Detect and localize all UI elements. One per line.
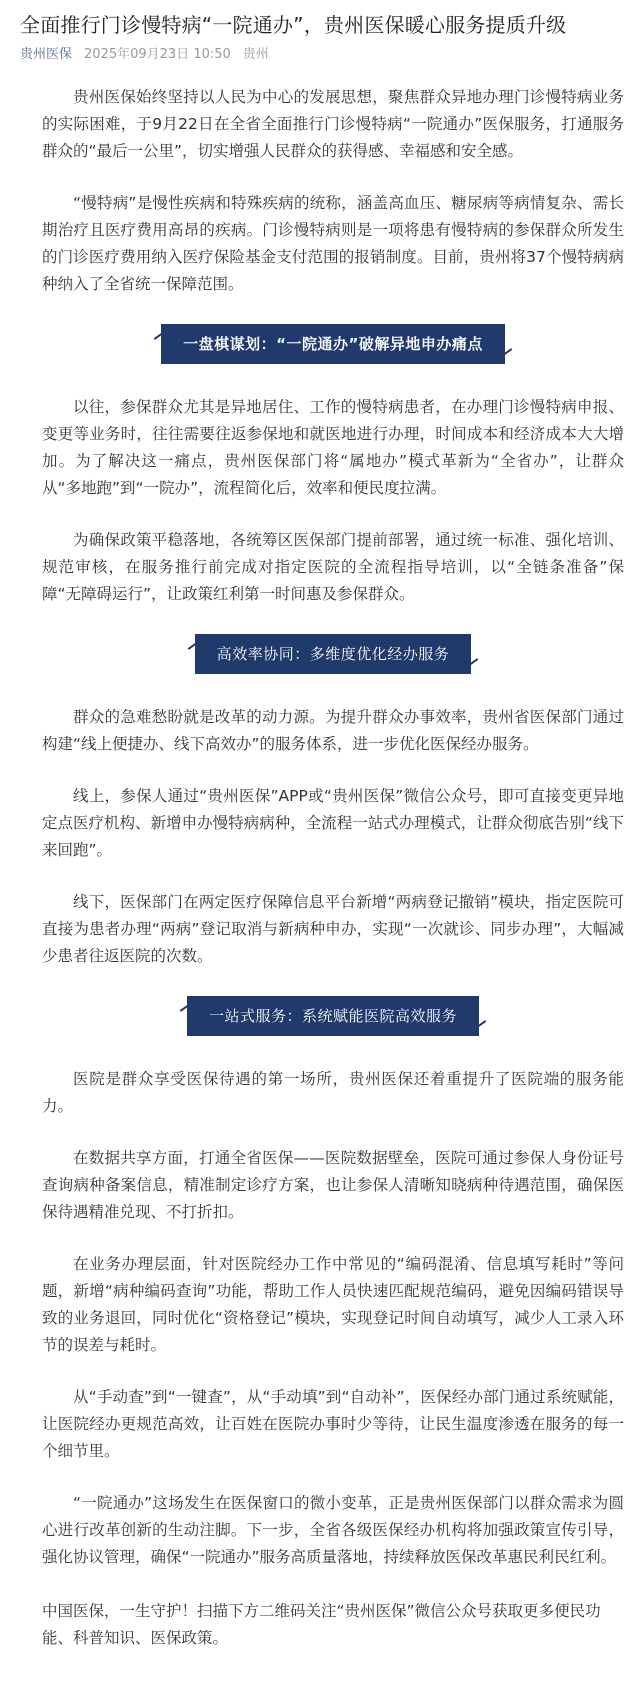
section-heading bbox=[42, 634, 624, 674]
paragraph: 线上，参保人通过“贵州医保”APP或“贵州医保”微信公众号，即可直接变更异地定点医疗机构、新增申办慢特病病种，全流程一站式办理模式，让群众彻底告别“线下来回跑”。 bbox=[42, 787, 624, 859]
banner-corner-decoration bbox=[500, 348, 513, 358]
section-heading bbox=[42, 324, 624, 364]
article-title: 全面推行门诊慢特病“一院通办”，贵州医保暖心服务提质升级 bbox=[20, 13, 567, 37]
paragraph: 以往，参保群众尤其是异地居住、工作的慢特病患者，在办理门诊慢特病申报、变更等业务时，往往需要往返参保地和就医地进行办理，时间成本和经济成本大大增加。为了解决这一痛点，贵州医保部门将“属地办”模式革新为“全省办”，让群众从“多地跑”到“一院办”，流程简化后，效率和便民度拉满。 bbox=[42, 398, 624, 497]
publish-location: 贵州 bbox=[242, 47, 269, 62]
paragraph: 线下，医保部门在两定医疗保障信息平台新增“两病登记撤销”模块，指定医院可直接为患者办理“两病”登记取消与新病种申办，实现“一次就诊、同步办理”，大幅减少患者往返医院的次数。 bbox=[42, 893, 624, 965]
footer-note: 中国医保，一生守护！扫描下方二维码关注“贵州医保”微信公众号获取更多便民功能、科普知识、医保政策。 bbox=[42, 1602, 601, 1647]
article-meta bbox=[20, 46, 624, 64]
section-banner bbox=[187, 996, 479, 1036]
paragraph: 为确保政策平稳落地，各统筹区医保部门提前部署，通过统一标准、强化培训、规范审核，在服务推行前完成对指定医院的全流程指导培训，以“全链条准备”保障“无障碍运行”，让政策红利第一时间惠及参保群众。 bbox=[42, 531, 624, 603]
banner-corner-decoration bbox=[474, 1020, 487, 1030]
paragraph: 贵州医保始终坚持以人民为中心的发展思想，聚焦群众异地办理门诊慢特病业务的实际困难，于9月22日在全省全面推行门诊慢特病“一院通办”医保服务，打通服务群众的“最后一公里”，切实增强人民群众的获得感、幸福感和安全感。 bbox=[42, 88, 624, 160]
paragraph: 在业务办理层面，针对医院经办工作中常见的“编码混淆、信息填写耗时”等问题，新增“病种编码查询”功能，帮助工作人员快速匹配规范编码，避免因编码错误导致的业务退回，同时优化“资格登记”模块，实现登记时间自动填写，减少人工录入环节的误差与耗时。 bbox=[42, 1255, 624, 1354]
banner-corner-decoration bbox=[180, 1002, 193, 1012]
section-title: 高效率协同：多维度优化经办服务 bbox=[216, 645, 450, 663]
banner-corner-decoration bbox=[187, 640, 200, 650]
article-body bbox=[20, 84, 624, 1571]
paragraph: 群众的急难愁盼就是改革的动力源。为提升群众办事效率，贵州省医保部门通过构建“线上便捷办、线下高效办”的服务体系，进一步优化医保经办服务。 bbox=[42, 708, 624, 753]
paragraph: 从“手动查”到“一键查”，从“手动填”到“自动补”，医保经办部门通过系统赋能，让医院经办更规范高效，让百姓在医院办事时少等待，让民生温度渗透在服务的每一个细节里。 bbox=[42, 1388, 624, 1460]
paragraph: “一院通办”这场发生在医保窗口的微小变革，正是贵州医保部门以群众需求为圆心进行改革创新的生动注脚。下一步，全省各级医保经办机构将加强政策宣传引导，强化协议管理，确保“一院通办”服务高质量落地，持续释放医保改革惠民利民红利。 bbox=[42, 1494, 624, 1566]
section-heading bbox=[42, 996, 624, 1036]
publish-date: 2025年09月23日 10:50 bbox=[84, 47, 231, 62]
section-title: 一站式服务：系统赋能医院高效服务 bbox=[208, 1007, 457, 1025]
paragraph: “慢特病”是慢性疾病和特殊疾病的统称，涵盖高血压、糖尿病等病情复杂、需长期治疗且医疗费用高昂的疾病。门诊慢特病则是一项将患有慢特病的参保群众所发生的门诊医疗费用纳入医疗保险基金支付范围的报销制度。目前，贵州将37个慢特病病种纳入了全省统一保障范围。 bbox=[42, 194, 624, 293]
section-title: 一盘棋谋划：“一院通办”破解异地申办痛点 bbox=[183, 335, 483, 353]
banner-corner-decoration bbox=[466, 658, 479, 668]
paragraph: 医院是群众享受医保待遇的第一场所，贵州医保还着重提升了医院端的服务能力。 bbox=[42, 1070, 624, 1115]
section-banner bbox=[195, 634, 472, 674]
source-link[interactable]: 贵州医保 bbox=[20, 47, 73, 62]
banner-corner-decoration bbox=[154, 330, 167, 340]
paragraph: 在数据共享方面，打通全省医保——医院数据壁垒，医院可通过参保人身份证号查询病种备案信息，精准制定诊疗方案，也让参保人清晰知晓病种待遇范围，确保医保待遇精准兑现、不打折扣。 bbox=[42, 1149, 624, 1221]
section-banner bbox=[161, 324, 505, 364]
